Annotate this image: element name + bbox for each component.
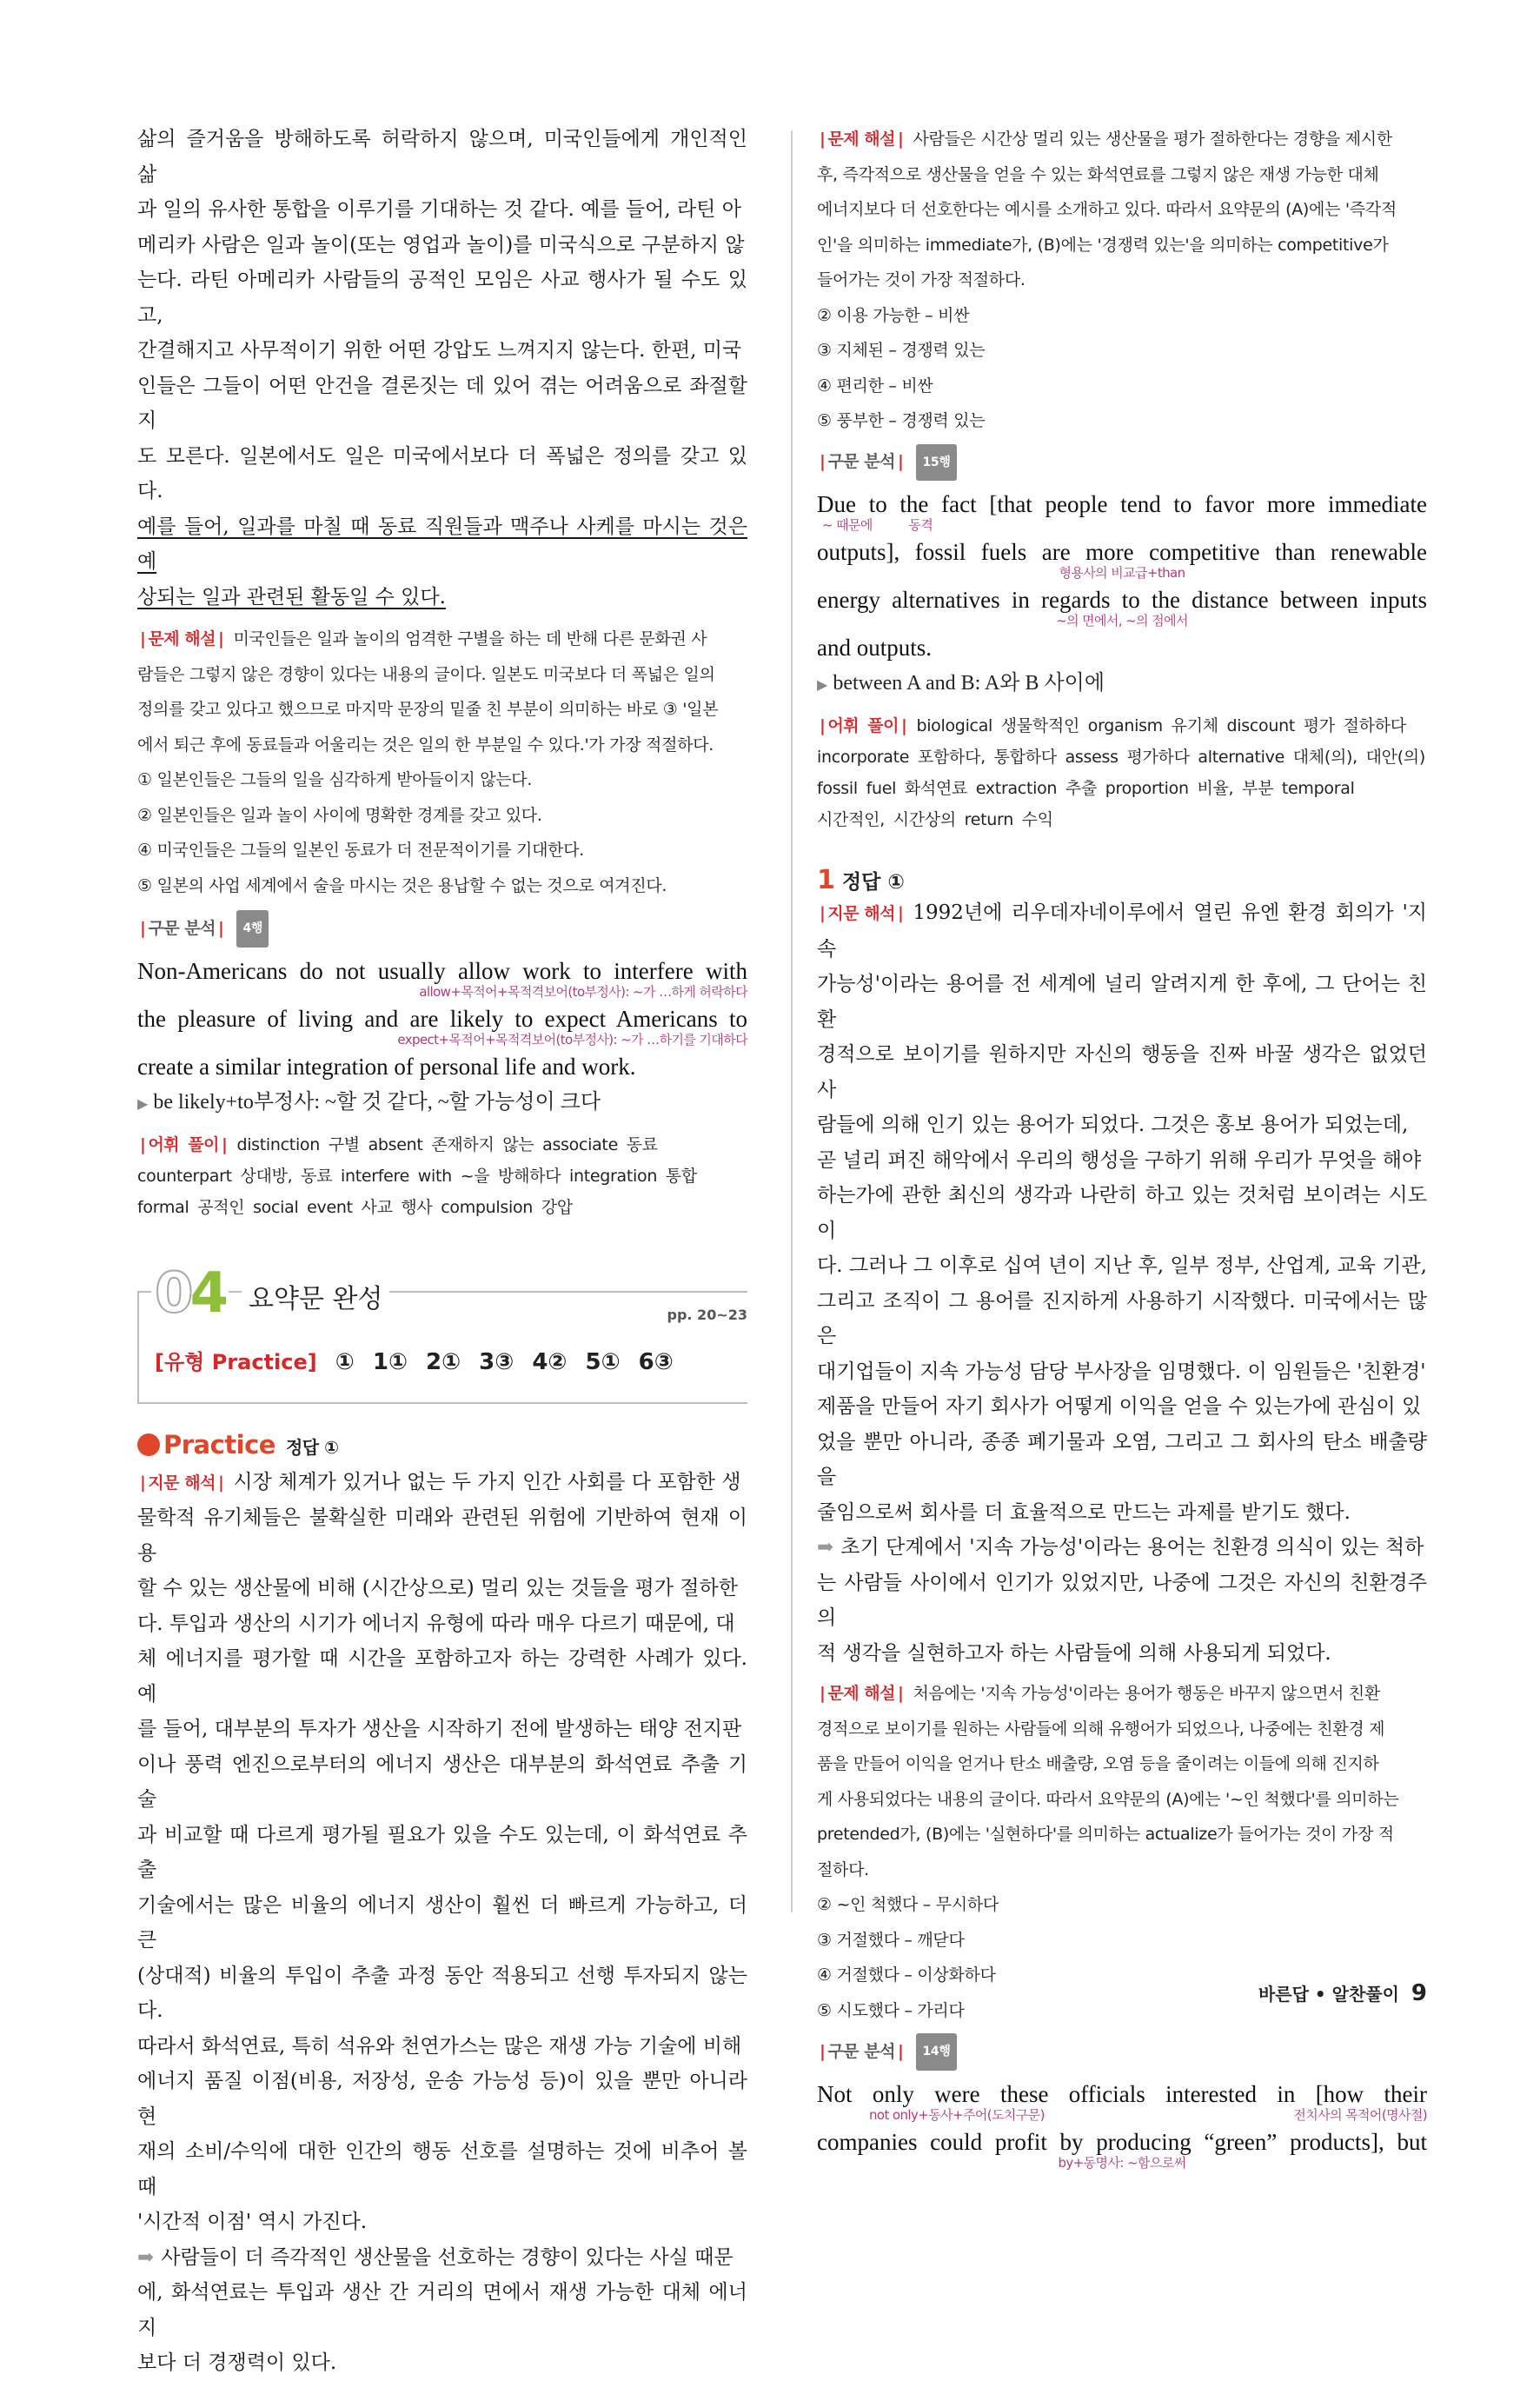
- underlined-text: 상되는 일과 관련된 활동일 수 있다.: [137, 585, 446, 609]
- grammar-annotation: ~ 때문에 동격: [822, 517, 933, 533]
- triangle-bullet-icon: ▶: [817, 678, 828, 693]
- line-badge: 4행: [236, 910, 269, 948]
- triangle-bullet-icon: ▶: [137, 1096, 149, 1112]
- option-line: ④ 편리한 – 비싼: [817, 376, 933, 396]
- english-line: outputs], fossil fuels are more competitive than renewable: [817, 539, 1427, 565]
- practice-heading: Practice 정답 ①: [137, 1430, 747, 1460]
- line-badge: 14행: [916, 2033, 956, 2071]
- explanation-tag: | 문제 해설 |: [820, 130, 904, 149]
- grammar-header: [817, 444, 1427, 482]
- passage-line: 하는가에 관한 최신의 생각과 나란히 하고 있는 것처럼 보이려는 시도이: [817, 1184, 1427, 1242]
- summary-line: ➡ 초기 단계에서 '지속 가능성'이라는 용어는 친환경 의식이 있는 척하: [817, 1535, 1424, 1559]
- passage-line-underlined: [137, 509, 747, 580]
- explanation-line: 들어가는 것이 가장 적절하다.: [817, 270, 1026, 289]
- vocab-line: fossil fuel 화석연료 extraction 추출 proportion 비율, 부분 temporal: [817, 779, 1355, 798]
- option-line: ④ 거절했다 – 이상화하다: [817, 1965, 996, 1985]
- passage-line: 인들은 그들이 어떤 안건을 결론짓는 데 있어 겪는 어려움으로 좌절할지: [137, 374, 747, 432]
- explanation-line: 게 사용되었다는 내용의 글이다. 따라서 요약문의 (A)에는 '~인 척했다'를 의미하는: [817, 1789, 1399, 1809]
- vocab-line: counterpart 상대방, 동료 interfere with ~을 방해하다 integration 통합: [137, 1166, 697, 1186]
- passage-line: 에너지 품질 이점(비용, 저장성, 운송 가능성 등)이 있을 뿐만 아니라 현: [137, 2070, 747, 2128]
- grammar-tag: | 구문 분석 |: [820, 2041, 904, 2061]
- section-title: 요약문 완성: [242, 1277, 389, 1315]
- passage-line: 과 비교할 때 다르게 평가될 필요가 있을 수도 있는데, 이 화석연료 추출: [137, 1823, 747, 1881]
- explanation-line: 경적으로 보이기를 원하는 사람들에 의해 유행어가 되었으나, 나중에는 친환경 제: [817, 1719, 1385, 1739]
- section-pages: pp. 20~23: [667, 1306, 747, 1323]
- translation-tag: | 지문 해석 |: [820, 904, 904, 923]
- passage-line: 곧 널리 퍼진 해악에서 우리의 행성을 구하기 위해 우리가 무엇을 해야: [817, 1148, 1422, 1172]
- grammar-annotation: not only+동사+주어(도치구문) 전치사의 목적어(명사절): [869, 2106, 1427, 2123]
- explanation-line: 후, 즉각적으로 생산물을 얻을 수 있는 화석연료를 그렇지 않은 재생 가능한 대체: [817, 164, 1379, 184]
- vocab-block: [817, 710, 1427, 835]
- section-rule: [139, 1402, 747, 1404]
- vocab-tag: | 어휘 풀이 |: [820, 716, 907, 735]
- passage-line: 줄임으로써 회사를 더 효율적으로 만드는 과제를 받기도 했다.: [817, 1500, 1351, 1524]
- passage-line: 를 들어, 대부분의 투자가 생산을 시작하기 전에 발생하는 태양 전지판: [137, 1718, 742, 1740]
- explanation-tag: | 문제 해설 |: [140, 629, 224, 648]
- vocab-line: | 어휘 풀이 | distinction 구별 absent 존재하지 않는 associate 동료: [137, 1129, 747, 1161]
- arrow-icon: ➡: [137, 2245, 162, 2269]
- passage-line: 람들에 의해 인기 있는 용어가 되었다. 그것은 홍보 용어가 되었는데,: [817, 1114, 1409, 1136]
- translation-tag: | 지문 해석 |: [140, 1473, 224, 1493]
- practice-answer: 정답 ①: [285, 1436, 339, 1458]
- arrow-icon: ➡: [817, 1535, 841, 1559]
- passage-line: '시간적 이점' 역시 가진다.: [137, 2211, 368, 2233]
- english-sentence: [817, 2081, 1427, 2171]
- option-line: ③ 거절했다 – 깨닫다: [817, 1930, 965, 1950]
- explanation-line: 인'을 의미하는 immediate가, (B)에는 '경쟁력 있는'을 의미하는 competitive가: [817, 235, 1389, 255]
- passage-line: 제품을 만들어 자기 회사가 어떻게 이익을 얻을 수 있는가에 관심이 있: [817, 1395, 1422, 1418]
- explanation-line: | 문제 해설 | 사람들은 시간상 멀리 있는 생산물을 평가 절하한다는 경향을 제시한: [817, 122, 1427, 157]
- grammar-block: [137, 910, 747, 1122]
- explanation-line: 절하다.: [817, 1859, 869, 1879]
- summary-line: 보다 더 경쟁력이 있다.: [137, 2351, 337, 2374]
- question-number: 1: [817, 865, 835, 895]
- explanation-line: 품을 만들어 이익을 얻거나 탄소 배출량, 오염 등을 줄이려는 이들에 의해 진지하: [817, 1754, 1379, 1773]
- english-sentence: [817, 491, 1427, 661]
- grammar-annotation: 형용사의 비교급+than: [1059, 565, 1185, 581]
- practice-label: [유형 Practice]: [155, 1349, 317, 1374]
- section-number: 04: [151, 1263, 229, 1324]
- passage-line: 과 일의 유사한 통합을 이루기를 기대하는 것 같다. 예를 들어, 라틴 아: [137, 198, 741, 221]
- passage-line: 다. 투입과 생산의 시기가 에너지 유형에 따라 매우 다르기 때문에, 대: [137, 1612, 735, 1635]
- underlined-text: 예를 들어, 일과를 마칠 때 동료 직원들과 맥주나 사케를 마시는 것은 예: [137, 515, 747, 573]
- passage-line: 도 모른다. 일본에서도 일은 미국에서보다 더 폭넓은 정의를 갖고 있다.: [137, 444, 747, 502]
- english-line: and outputs.: [817, 635, 932, 661]
- explanation-block: [817, 122, 1427, 439]
- passage-line: 다. 그러나 그 이후로 십여 년이 지난 후, 일부 정부, 산업계, 교육 기관,: [817, 1254, 1427, 1277]
- explanation-line: 에너지보다 더 선호한다는 예시를 소개하고 있다. 따라서 요약문의 (A)에는 '즉각적: [817, 200, 1397, 219]
- explanation-line: | 문제 해설 | 미국인들은 일과 놀이의 엄격한 구별을 하는 데 반해 다른 문화권 사: [137, 622, 747, 657]
- grammar-tag: | 구문 분석 |: [140, 918, 224, 938]
- passage-line: 기술에서는 많은 비율의 에너지 생산이 훨씬 더 빠르게 가능하고, 더 큰: [137, 1893, 747, 1952]
- answer-key: ① 1① 2① 3③ 4② 5① 6③: [335, 1348, 674, 1375]
- english-line: companies could profit by producing “green” products], but: [817, 2128, 1427, 2155]
- passage-translation: [137, 122, 747, 615]
- explanation-block: [817, 1676, 1427, 2028]
- grammar-annotation: allow+목적어+목적격보어(to부정사): ~가 …하게 허락하다: [419, 983, 747, 1000]
- grammar-annotation: ~의 면에서, ~의 점에서: [1056, 613, 1188, 629]
- explanation-line: 람들은 그렇지 않은 경향이 있다는 내용의 글이다. 일본도 미국보다 더 폭넓은 일의: [137, 664, 715, 684]
- passage-line: 그리고 조직이 그 용어를 진지하게 사용하기 시작했다. 미국에서는 많은: [817, 1289, 1427, 1347]
- grammar-bullet: ▶ be likely+to부정사: ~할 것 같다, ~할 가능성이 크다: [137, 1090, 601, 1114]
- page-footer: [1258, 1980, 1427, 2006]
- english-line: create a similar integration of personal life and work.: [137, 1053, 636, 1080]
- explanation-block: [137, 622, 747, 903]
- grammar-annotation: by+동명사: ~함으로써: [1058, 2154, 1186, 2171]
- passage-line: 대기업들이 지속 가능성 담당 부사장을 임명했다. 이 임원들은 '친환경': [817, 1360, 1426, 1383]
- grammar-annotation: expect+목적어+목적격보어(to부정사): ~가 …하기를 기대하다: [397, 1031, 747, 1048]
- english-sentence: [137, 958, 747, 1080]
- column-divider: [791, 130, 793, 1912]
- passage-line: | 지문 해석 | 1992년에 리우데자네이루에서 열린 유엔 환경 회의가 '지속: [817, 895, 1427, 967]
- explanation-line: 에서 퇴근 후에 동료들과 어울리는 것은 일의 한 부분일 수 있다.'가 가장 적절하다.: [137, 735, 714, 755]
- explanation-line: 정의를 갖고 있다고 했으므로 마지막 문장의 밑줄 친 부분이 의미하는 바로 ③ '일본: [137, 700, 719, 719]
- passage-line: 었을 뿐만 아니라, 종종 폐기물과 오염, 그리고 그 회사의 탄소 배출량을: [817, 1430, 1427, 1488]
- summary-line: ➡ 사람들이 더 즉각적인 생산물을 선호하는 경향이 있다는 사실 때문: [137, 2245, 733, 2269]
- passage-line-underlined: [137, 580, 747, 615]
- summary-line: 적 생각을 실현하고자 하는 사람들에 의해 사용되게 되었다.: [817, 1641, 1331, 1665]
- passage-line: 재의 소비/수익에 대한 인간의 행동 선호를 설명하는 것에 비추어 볼 때: [137, 2140, 747, 2198]
- vocab-block: [137, 1129, 747, 1223]
- english-line: Not only were these officials interested in [how their: [817, 2080, 1427, 2107]
- section-header: [137, 1260, 747, 1404]
- option-line: ① 일본인들은 그들의 일을 심각하게 받아들이지 않는다.: [137, 770, 533, 789]
- summary-line: 에, 화석연료는 투입과 생산 간 거리의 면에서 재생 가능한 대체 에너지: [137, 2281, 747, 2339]
- right-column: [817, 122, 1427, 2177]
- passage-line: 체 에너지를 평가할 때 시간을 포함하고자 하는 강력한 사례가 있다. 예: [137, 1647, 747, 1706]
- explanation-tag: | 문제 해설 |: [820, 1684, 904, 1703]
- grammar-header: [137, 910, 747, 948]
- book-title: 바른답 • 알찬풀이: [1258, 1984, 1399, 2005]
- passage-line: 가능성'이라는 용어를 전 세계에 널리 알려지게 한 후에, 그 단어는 친환: [817, 973, 1427, 1031]
- vocab-line: 시간적인, 시간상의 return 수익: [817, 810, 1053, 829]
- passage-line: 따라서 화석연료, 특히 석유와 천연가스는 많은 재생 가능 기술에 비해: [137, 2034, 742, 2058]
- vocab-tag: | 어휘 풀이 |: [140, 1134, 228, 1154]
- passage-line: 물학적 유기체들은 불확실한 미래와 관련된 위험에 기반하여 현재 이용: [137, 1506, 747, 1565]
- line-badge: 15행: [916, 444, 956, 482]
- question-answer-heading: 1 정답 ①: [817, 865, 905, 895]
- explanation-line: pretended가, (B)에는 '실현하다'를 의미하는 actualize가 들어가는 것이 가장 적: [817, 1825, 1394, 1844]
- grammar-header: [817, 2033, 1427, 2071]
- passage-line: 는다. 라틴 아메리카 사람들의 공적인 모임은 사교 행사가 될 수도 있고,: [137, 269, 747, 327]
- option-line: ⑤ 시도했다 – 가리다: [817, 2000, 965, 2020]
- explanation-line: | 문제 해설 | 처음에는 '지속 가능성'이라는 용어가 행동은 바꾸지 않으면서 친환: [817, 1676, 1427, 1712]
- summary-line: 는 사람들 사이에서 인기가 있었지만, 나중에 그것은 자신의 친환경주의: [817, 1571, 1427, 1629]
- option-line: ② ~인 척했다 – 무시하다: [817, 1895, 999, 1914]
- english-line: Due to the fact [that people tend to favor more immediate: [817, 491, 1427, 517]
- english-line: energy alternatives in regards to the distance between inputs: [817, 587, 1427, 613]
- option-line: ③ 지체된 – 경쟁력 있는: [817, 341, 986, 360]
- option-line: ② 일본인들은 일과 놀이 사이에 명확한 경계를 갖고 있다.: [137, 805, 542, 825]
- q1-translation: [817, 895, 1427, 1671]
- passage-line: 경적으로 보이기를 원하지만 자신의 행동을 진짜 바꿀 생각은 없었던 사: [817, 1043, 1427, 1101]
- passage-line: 삶의 즐거움을 방해하도록 허락하지 않으며, 미국인들에게 개인적인 삶: [137, 128, 747, 186]
- left-column: [137, 122, 747, 2381]
- vocab-line: | 어휘 풀이 | biological 생물학적인 organism 유기체 discount 평가 절하하다: [817, 710, 1427, 742]
- grammar-tag: | 구문 분석 |: [820, 452, 904, 472]
- passage-line: 할 수 있는 생산물에 비해 (시간상으로) 멀리 있는 것들을 평가 절하한: [137, 1577, 738, 1600]
- passage-line: 메리카 사람은 일과 놀이(또는 영업과 놀이)를 미국식으로 구분하지 않: [137, 233, 745, 256]
- grammar-bullet: ▶ between A and B: A와 B 사이에: [817, 672, 1105, 695]
- practice-translation: [137, 1465, 747, 2381]
- section-answer-row: [155, 1345, 674, 1375]
- vocab-line: formal 공적인 social event 사교 행사 compulsion 강압: [137, 1197, 573, 1217]
- english-line: Non-Americans do not usually allow work to interfere with: [137, 957, 747, 984]
- page-number: 9: [1411, 1980, 1427, 2006]
- option-line: ② 이용 가능한 – 비싼: [817, 305, 970, 325]
- option-line: ⑤ 풍부한 – 경쟁력 있는: [817, 411, 986, 430]
- grammar-block: [817, 444, 1427, 704]
- passage-line: | 지문 해석 | 시장 체계가 있거나 없는 두 가지 인간 사회를 다 포함한 생: [137, 1465, 747, 1501]
- passage-line: (상대적) 비율의 투입이 추출 과정 동안 적용되고 선행 투자되지 않는다.: [137, 1964, 747, 2022]
- practice-badge-icon: [137, 1433, 160, 1456]
- option-line: ④ 미국인들은 그들의 일본인 동료가 더 전문적이기를 기대한다.: [137, 841, 585, 860]
- passage-line: 간결해지고 사무적이기 위한 어떤 강압도 느껴지지 않는다. 한편, 미국: [137, 339, 742, 362]
- option-line: ⑤ 일본의 사업 세계에서 술을 마시는 것은 용납할 수 없는 것으로 여겨진다.: [137, 875, 667, 895]
- english-line: the pleasure of living and are likely to expect Americans to: [137, 1005, 747, 1032]
- vocab-line: incorporate 포함하다, 통합하다 assess 평가하다 alternative 대체(의), 대안(의): [817, 748, 1425, 767]
- passage-line: 이나 풍력 엔진으로부터의 에너지 생산은 대부분의 화석연료 추출 기술: [137, 1752, 747, 1811]
